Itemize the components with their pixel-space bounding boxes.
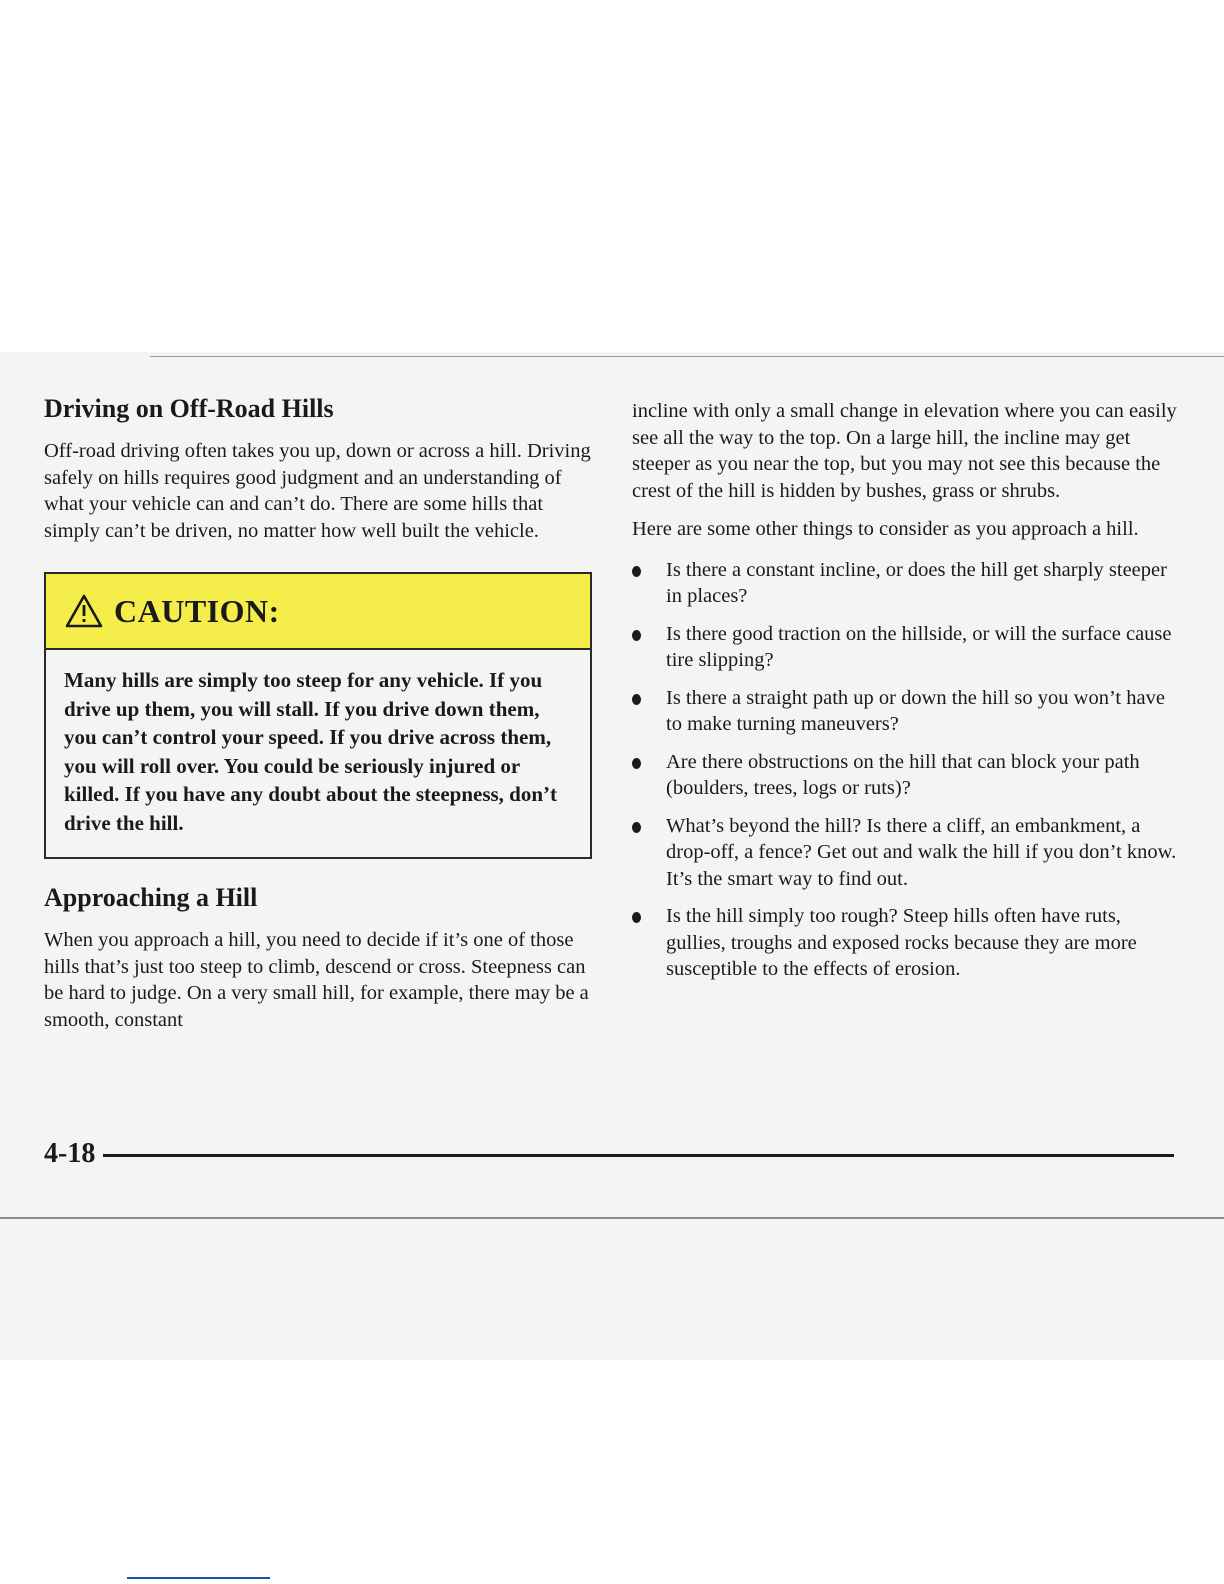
page-number: 4-18 — [44, 1138, 96, 1169]
list-item — [632, 903, 1182, 983]
left-column — [44, 394, 592, 1033]
list-item-text: Is the hill simply too rough? Steep hills often have ruts, gullies, troughs and exposed rocks because they are more susceptible to the effects of erosion. — [666, 905, 1137, 980]
page-footer — [44, 1138, 1174, 1170]
list-item-text: Is there a straight path up or down the hill so you won’t have to make turning maneuvers? — [666, 686, 1165, 735]
list-item-text: Are there obstructions on the hill that can block your path (boulders, trees, logs or ruts)? — [666, 750, 1140, 799]
considerations-intro: Here are some other things to consider as you approach a hill. — [632, 518, 1139, 540]
list-item — [632, 813, 1182, 893]
approaching-paragraph: When you approach a hill, you need to decide if it’s one of those hills that’s just too steep to climb, descend or cross. Steepness can be hard to judge. On a very small hill, for example, there may be a smooth, constant — [44, 929, 589, 1031]
heading-approaching-a-hill: Approaching a Hill — [44, 883, 258, 912]
continued-paragraph: incline with only a small change in elevation where you can easily see all the way to the top. On a large hill, the incline may get steeper as you near the top, but you may not see this because the crest of the hill is hidden by bushes, grass or shrubs. — [632, 400, 1177, 502]
warning-triangle-icon — [64, 593, 104, 629]
bullet-icon — [632, 822, 641, 833]
bullet-icon — [632, 566, 641, 577]
list-item — [632, 621, 1182, 674]
caution-box — [44, 572, 592, 859]
bullet-icon — [632, 912, 641, 923]
footer-rule — [103, 1154, 1174, 1157]
intro-paragraph: Off-road driving often takes you up, down or across a hill. Driving safely on hills requires good judgment and an understanding of what your vehicle can and can’t do. There are some hills that simply can’t be driven, no matter how well built the vehicle. — [44, 440, 591, 542]
bullet-icon — [632, 694, 641, 705]
caution-header — [46, 574, 590, 650]
caution-body: Many hills are simply too steep for any vehicle. If you drive up them, you will stall. If you drive down them, you can’t control your speed. If you drive across them, you will roll over. You could be seriously injured or killed. If you have any doubt about the steepness, don’t drive the hill. — [64, 668, 558, 835]
list-item-text: What’s beyond the hill? Is there a cliff, an embankment, a drop-off, a fence? Get out and walk the hill if you don’t know. It’s the smart way to find out. — [666, 814, 1177, 890]
bullet-icon — [632, 758, 641, 769]
list-item-text: Is there a constant incline, or does the hill get sharply steeper in places? — [666, 558, 1167, 607]
bottom-scan-rule — [0, 1217, 1224, 1219]
bullet-icon — [632, 630, 641, 641]
right-column — [632, 398, 1182, 994]
list-item — [632, 685, 1182, 738]
list-item — [632, 557, 1182, 610]
top-scan-rule — [150, 356, 1224, 357]
corner-accent-rule — [127, 1577, 270, 1579]
list-item-text: Is there good traction on the hillside, or will the surface cause tire slipping? — [666, 622, 1172, 671]
approaching-hill-section — [44, 883, 592, 1033]
heading-driving-off-road-hills: Driving on Off-Road Hills — [44, 394, 334, 423]
list-item — [632, 749, 1182, 802]
considerations-list — [632, 557, 1182, 983]
caution-title: CAUTION: — [114, 592, 280, 629]
